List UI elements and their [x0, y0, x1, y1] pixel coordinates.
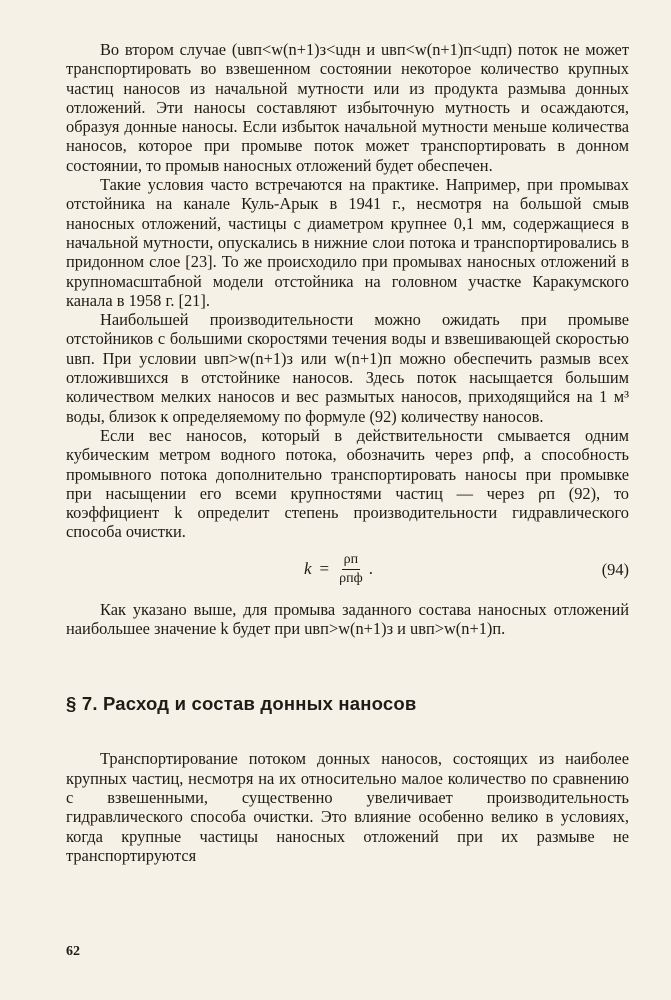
paragraph-3: Наибольшей производительности можно ожидать при промыве отстойников с большими скоростями течения воды и взвешивающей скоростью uвп. При условии uвп>w(n+1)з или w(n+1)п можно обеспечить размыв всех отложившихся в отстойнике наносов. Здесь поток насыщается большим количеством мелких наносов и вес размытых наносов, приходящийся на 1 м³ воды, близок к определяемому по формуле (92) количеству наносов.: [66, 310, 629, 426]
section-heading: § 7. Расход и состав донных наносов: [66, 693, 417, 715]
formula-fraction: [337, 552, 365, 587]
formula-terminator: .: [368, 559, 373, 579]
paragraph-4: Если вес наносов, который в действительности смывается одним кубическим метром водного потока, обозначить через ρпф, а способность промывного потока дополнительно транспортировать наносы при промывке при насыщении его всеми крупностями частиц — через ρп (92), то коэффициент k определит степень производительности гидравлического способа очистки.: [66, 425, 629, 542]
paragraph-1: Во втором случае (uвп<w(n+1)з<uдн и uвп<w(n+1)п<uдп) поток не может транспортировать во взвешенном состоянии некоторое количество крупных частиц наносов из начальной мутности или из продукта размыва донных отложений. Эти наносы составляют избыточную мутность и осаждаются, образуя донные наносы. Если избыток начальной мутности меньше количества наносов, которое при промыве поток может транспортировать в донном состоянии, то промыв наносных отложений будет обеспечен.: [66, 40, 629, 175]
paragraph-2: Такие условия часто встречаются на практике. Например, при промывах отстойника на канале Куль-Арык в 1941 г., несмотря на большой смыв наносных отложений, частицы с диаметром крупнее 0,1 мм, содержащиеся в начальной мутности, опускались в нижние слои потока и транспортировались в придонном слое [23]. То же происходило при промывах наносных отложений в крупномасштабной модели отстойника на головном участке Каракумского канала в 1958 г. [21].: [66, 175, 629, 310]
paragraph-5: Как указано выше, для промыва заданного состава наносных отложений наибольшее значение k будет при uвп>w(n+1)з и uвп>w(n+1)п.: [66, 599, 629, 639]
equation-number: (94): [601, 559, 629, 579]
paragraph-6: Транспортирование потоком донных наносов, состоящих из наиболее крупных частиц, несмотря на их относительно малое количество по сравнению с взвешенными, существенно увеличивает производительность гидравлического способа очистки. Это влияние особенно велико в условиях, когда крупные частицы наносных отложений при их размыве не транспортируются: [66, 749, 629, 865]
formula-denominator: ρпф: [339, 570, 363, 586]
formula-numerator: ρп: [342, 552, 360, 570]
formula-lhs: k: [304, 559, 312, 579]
formula-body: [304, 552, 373, 587]
page-number: 62: [66, 944, 80, 959]
formula-94: [66, 548, 629, 594]
formula-equals: =: [319, 559, 330, 579]
